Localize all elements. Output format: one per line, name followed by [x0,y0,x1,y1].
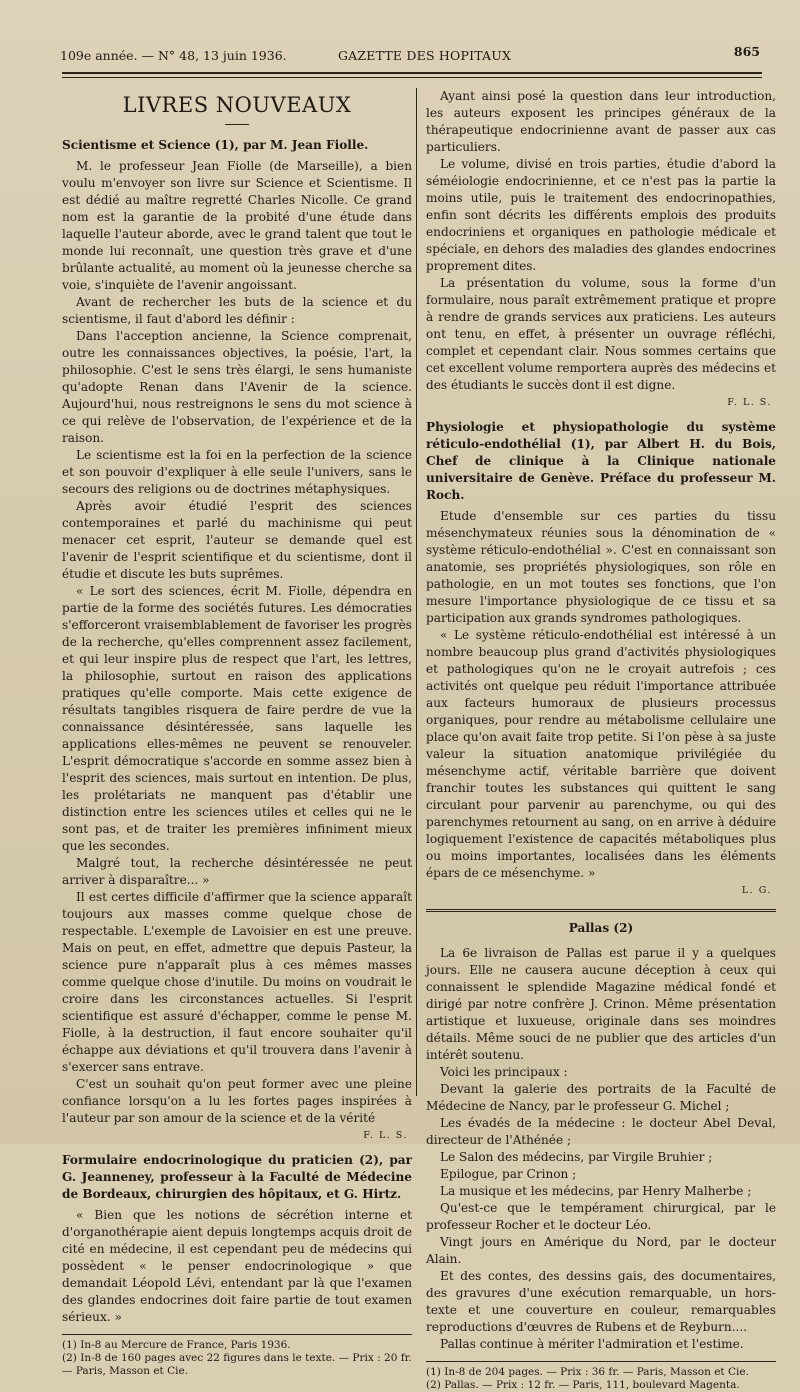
signature: F. L. S. [727,397,772,408]
paragraph: C'est un souhait qu'on peut former avec une pleine confiance lorsqu'on a lu les fortes pages inspirées à l'auteur par son amour de la science et de la vérité [62,1077,412,1125]
paragraph: Après avoir étudié l'esprit des sciences contemporaines et parlé du machinisme qui peut menacer cet esprit, l'auteur se demande quel est l'avenir de l'esprit scientifique et du scientisme, dont il étudie et discute les buts suprêmes. [62,499,412,581]
paragraph: « Le sort des sciences, écrit M. Fiolle, dépendra en partie de la forme des sociétés futures. Les démocraties s'efforceront vraisemblablement de favoriser les progrès de la recherche, qu'elles comprennent assez facilement, et qui leur inspire plus de respect que l'art, les lettres, la philosophie, surtout en raison des applications pratiques qu'elle comporte. Mais cette exigence de résultats tangibles risquera de faire perdre de vue la connaissance désintéressée, sans laquelle les applications elles-mêmes ne peuvent se renouveler. L'esprit démocratique s'accorde en somme assez bien à l'esprit des sciences, mais surtout en intention. De plus, les prolétariats ne manquent pas d'établir une distinction entre les sciences utiles et celles qui ne le sont pas, et de traiter les premières infiniment mieux que les secondes. [62,584,412,853]
page-number: 865 [733,44,760,59]
footnote: (2) Pallas. — Prix : 12 fr. — Paris, 111, boulevard Magenta. [426,1379,740,1391]
header-rule [62,72,762,78]
book-title-formulaire: Formulaire endocrinologique du praticien (2), par G. Jeanneney, professeur à la Faculté de Médecine de Bordeaux, chirurgien des hôpitaux, et G. Hirtz. [62,1153,412,1201]
list-item: Et des contes, des dessins gais, des documentaires, des gravures d'une exécution remarquable, un hors-texte et une couverture en couleur, remarquables reproductions d'œuvres de Rubens et de Reyburn.... [426,1269,776,1334]
list-item: Les évadés de la médecine : le docteur Abel Deval, directeur de l'Athénée ; [426,1116,776,1147]
book-title-scientisme: Scientisme et Science (1), par M. Jean Fiolle. [62,138,369,152]
paragraph: Avant de rechercher les buts de la science et du scientisme, il faut d'abord les définir : [62,295,412,326]
signature: L. G. [741,885,772,896]
footnote-rule [62,1334,412,1335]
paragraph: Le volume, divisé en trois parties, étudie d'abord la séméiologie endocrinienne, et ce n'est pas la partie la moins utile, puis le traitement des endocrinopathies, enfin sont décrits les différents emplois des produits endocriniens et organiques en pathologie médicale et spéciale, en dehors des maladies des glandes endocrines proprement dites. [426,157,776,273]
paragraph: Dans l'acception ancienne, la Science comprenait, outre les connaissances objectives, la poésie, l'art, la philosophie. C'est le sens très élargi, le sens humaniste qu'adopte Renan dans l'Avenir de la science. Aujourd'hui, nous restreignons le sens du mot science à ce qui relève de l'observation, de l'expérience et de la raison. [62,329,412,445]
paragraph: Ayant ainsi posé la question dans leur introduction, les auteurs exposent les principes généraux de la thérapeutique endocrinienne avant de passer aux cas particuliers. [426,89,776,154]
footnote-rule [426,1361,776,1362]
journal-name: GAZETTE DES HOPITAUX [338,48,512,63]
list-item: Devant la galerie des portraits de la Faculté de Médecine de Nancy, par le professeur G. Michel ; [426,1082,776,1113]
section-rule [426,909,776,912]
issue-line: 109e année. — N° 48, 13 juin 1936. [60,48,287,63]
list-item: Qu'est-ce que le tempérament chirurgical, par le professeur Rocher et le docteur Léo. [426,1201,776,1232]
footnote: (1) In-8 de 204 pages. — Prix : 36 fr. — Paris, Masson et Cie. [426,1366,749,1378]
footnote: (1) In-8 au Mercure de France, Paris 1936. [62,1339,291,1351]
paragraph: Le scientisme est la foi en la perfection de la science et son pouvoir d'expliquer à elle seule l'univers, sans le secours des religions ou de doctrines métaphysiques. [62,448,412,496]
list-item: Vingt jours en Amérique du Nord, par le docteur Alain. [426,1235,776,1266]
paragraph: La 6e livraison de Pallas est parue il y a quelques jours. Elle ne causera aucune déception à ceux qui connaissent le splendide Magazine médical fondé et dirigé par notre confrère J. Crinon. Même présentation artistique et luxueuse, originale dans ses moindres détails. Même souci de ne publier que des articles d'un intérêt soutenu. [426,946,776,1062]
right-column [426,88,776,1392]
list-item: Le Salon des médecins, par Virgile Bruhier ; [440,1150,713,1164]
section-title: LIVRES NOUVEAUX [122,93,352,117]
list-item: Epilogue, par Crinon ; [440,1167,577,1181]
pallas-heading: Pallas (2) [568,921,634,935]
footnote: (2) In-8 de 160 pages avec 22 figures dans le texte. — Prix : 20 fr. — Paris, Masson et Cie. [62,1352,412,1377]
signature: F. L. S. [363,1130,408,1141]
paragraph: Malgré tout, la recherche désintéressée ne peut arriver à disparaître... » [62,856,412,887]
paragraph: « Le système réticulo-endothélial est intéressé à un nombre beaucoup plus grand d'activités physiologiques et pathologiques qu'on ne le croyait autrefois ; ces activités ont quelque peu réduit l'importance attribuée aux facteurs humoraux de plusieurs processus organiques, pour rendre au métabolisme cellulaire une place qu'on avait faite trop petite. Si l'on pèse à sa juste valeur la situation anatomique privilégiée du mésenchyme actif, véritable barrière que doivent franchir toutes les substances qui quittent le sang circulant pour parvenir au parenchyme, ou qui des parenchymes retournent au sang, on en arrive à déduire logiquement l'existence de capacités métaboliques plus ou moins importantes, localisées dans les éléments épars de ce mésenchyme. » [426,628,776,880]
paragraph: « Bien que les notions de sécrétion interne et d'organothérapie aient depuis longtemps acquis droit de cité en médecine, il est cependant peu de médecins qui possèdent « le penser endocrinologique » que demandait Léopold Lévi, entendant par là que l'examen des glandes endocrines doit faire partie de tout examen sérieux. » [62,1208,412,1324]
list-item: La musique et les médecins, par Henry Malherbe ; [440,1184,752,1198]
title-dash [225,124,249,125]
book-title-physiologie: Physiologie et physiopathologie du système réticulo-endothélial (1), par Albert H. du Bois, Chef de clinique à la Clinique nationale universitaire de Genève. Préface du professeur M. Roch. [426,420,776,502]
paragraph: La présentation du volume, sous la forme d'un formulaire, nous paraît extrêmement pratique et propre à rendre de grands services aux praticiens. Les auteurs ont tenu, en effet, à présenter un ouvrage réfléchi, complet et cependant clair. Nous sommes certains que cet excellent volume remportera auprès des médecins et des étudiants le succès dont il est digne. [426,276,776,392]
paragraph: Il est certes difficile d'affirmer que la science apparaît toujours aux masses comme quelque chose de respectable. L'exemple de Lavoisier en est une preuve. Mais on peut, en effet, admettre que depuis Pasteur, la science pure n'apparaît plus à ces mêmes masses comme quelque chose d'inutile. Du moins on voudrait le croire dans les circonstances actuelles. Si l'esprit scientifique est assuré d'échapper, comme le pense M. Fiolle, à la destruction, il faut encore souhaiter qu'il échappe aux déviations et qu'il trouvera dans l'avenir à s'exercer sans entrave. [62,890,412,1074]
running-header [60,44,764,68]
left-column [62,88,412,1378]
paragraph: M. le professeur Jean Fiolle (de Marseille), a bien voulu m'envoyer son livre sur Science et Scientisme. Il est dédié au maître regretté Charles Nicolle. Ce grand nom est la garantie de la probité d'une étude dans laquelle l'auteur aborde, avec le grand talent que tout le monde lui reconnaît, une question très grave et d'une brûlante actualité, au moment où la jeunesse cherche sa voie, s'inquiète de l'avenir angoissant. [62,159,412,292]
list-item: Pallas continue à mériter l'admiration et l'estime. [440,1337,744,1351]
paragraph: Voici les principaux : [440,1065,568,1079]
column-rule [416,88,417,1096]
paragraph: Etude d'ensemble sur ces parties du tissu mésenchymateux réunies sous la dénomination de « système réticulo-endothélial ». C'est en connaissant son anatomie, ses propriétés physiologiques, son rôle en pathologie, en un mot toutes ses fonctions, que l'on mesure l'importance physiologique de ce tissu et sa participation aux grands syndromes pathologiques. [426,509,776,625]
